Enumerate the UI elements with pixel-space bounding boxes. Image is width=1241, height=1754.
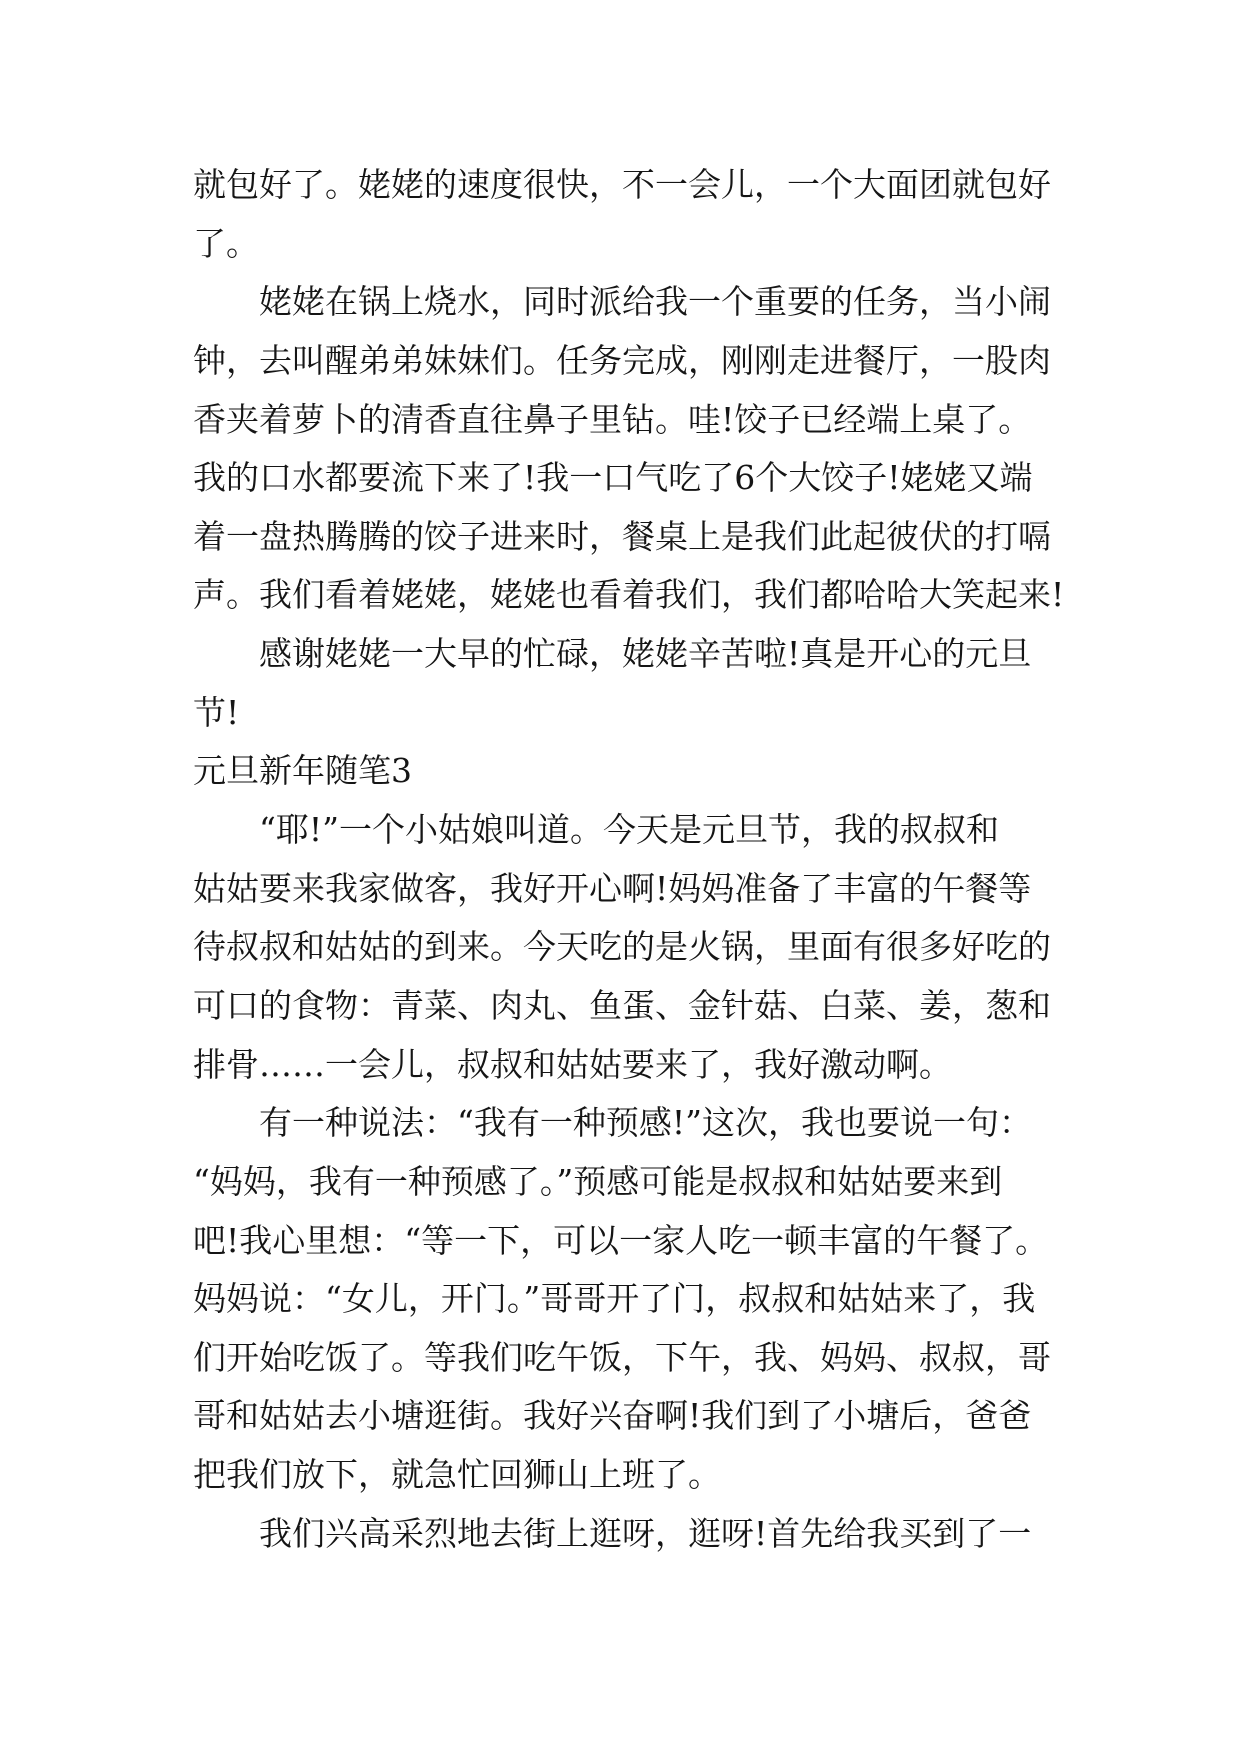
section-heading: 元旦新年随笔3 (193, 751, 412, 791)
text-line: 了。 (193, 223, 259, 263)
text-line: 着一盘热腾腾的饺子进来时，餐桌上是我们此起彼伏的打嗝 (193, 516, 1051, 556)
text-line: 我的口水都要流下来了!我一口气吃了6个大饺子!姥姥又端 (193, 458, 1033, 498)
text-line: 排骨……一会儿，叔叔和姑姑要来了，我好激动啊。 (193, 1044, 952, 1084)
text-line: 声。我们看着姥姥，姥姥也看着我们，我们都哈哈大笑起来! (193, 575, 1065, 615)
document-body (193, 156, 1093, 1563)
paragraph-start-line: 有一种说法：“我有一种预感!”这次，我也要说一句： (259, 1103, 1033, 1143)
text-line: “妈妈，我有一种预感了。”预感可能是叔叔和姑姑要来到 (193, 1161, 1003, 1201)
paragraph-start-line: 感谢姥姥一大早的忙碌，姥姥辛苦啦!真是开心的元旦 (259, 634, 1032, 674)
text-line: 姑姑要来我家做客，我好开心啊!妈妈准备了丰富的午餐等 (193, 868, 1032, 908)
text-line: 把我们放下，就急忙回狮山上班了。 (193, 1455, 721, 1495)
text-line: 就包好了。姥姥的速度很快，不一会儿，一个大面团就包好 (193, 165, 1051, 204)
text-line: 吧!我心里想：“等一下，可以一家人吃一顿丰富的午餐了。 (193, 1220, 1049, 1260)
text-line: 香夹着萝卜的清香直往鼻子里钻。哇!饺子已经端上桌了。 (193, 399, 1032, 439)
text-line: 待叔叔和姑姑的到来。今天吃的是火锅，里面有很多好吃的 (193, 927, 1051, 967)
text-line: 妈妈说：“女儿，开门。”哥哥开了门，叔叔和姑姑来了，我 (193, 1279, 1036, 1319)
paragraph-start-line: 姥姥在锅上烧水，同时派给我一个重要的任务，当小闹 (259, 282, 1051, 322)
paragraph-start-line: 我们兴高采烈地去街上逛呀，逛呀!首先给我买到了一 (259, 1513, 1032, 1553)
text-line: 们开始吃饭了。等我们吃午饭，下午，我、妈妈、叔叔，哥 (193, 1337, 1051, 1377)
text-line: 哥和姑姑去小塘逛街。我好兴奋啊!我们到了小塘后，爸爸 (193, 1396, 1032, 1436)
text-line: 节! (193, 692, 240, 732)
text-line: 可口的食物：青菜、肉丸、鱼蛋、金针菇、白菜、姜，葱和 (193, 985, 1051, 1025)
text-line: 钟，去叫醒弟弟妹妹们。任务完成，刚刚走进餐厅，一股肉 (193, 340, 1051, 380)
paragraph-start-line: “耶!”一个小姑娘叫道。今天是元旦节，我的叔叔和 (259, 810, 1000, 850)
